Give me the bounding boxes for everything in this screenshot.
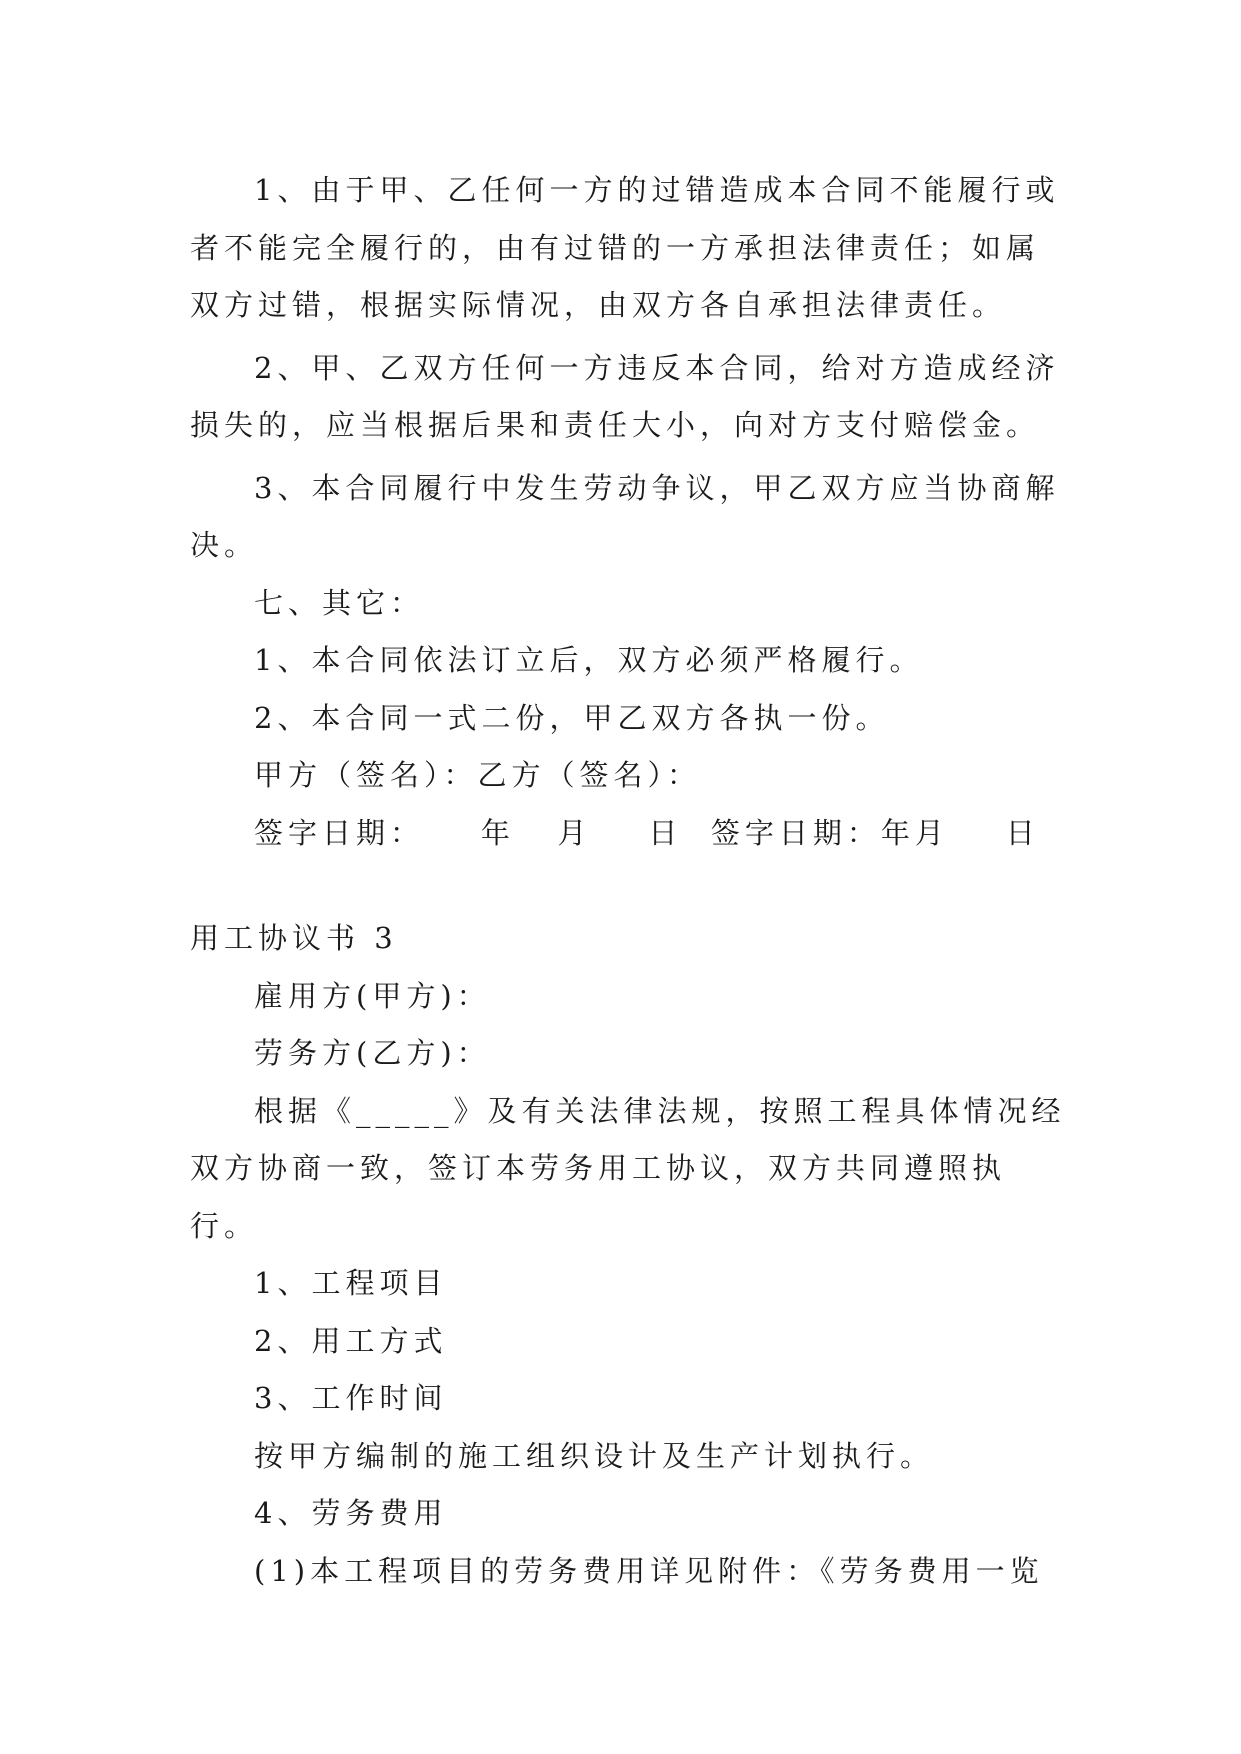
signature-line: 甲方（签名）：乙方（签名）： <box>254 758 702 792</box>
section-heading: 七、其它： <box>254 585 425 620</box>
preamble-paragraph: 根据《_____》及有关法律法规，按照工程具体情况经双方协商一致，签订本劳务用工协议，双方共同遵照执行。 <box>190 1093 1066 1243</box>
employer-line: 雇用方(甲方)： <box>254 978 491 1013</box>
list-item: 2、本合同一式二份，甲乙双方各执一份。 <box>254 700 890 735</box>
clause-paragraph: 1、由于甲、乙任何一方的过错造成本合同不能履行或者不能完全履行的，由有过错的一方承担法律责任；如属双方过错，根据实际情况，由双方各自承担法律责任。 <box>190 173 1060 322</box>
fee-heading: 4、劳务费用 <box>254 1496 448 1530</box>
list-item: 1、工程项目 <box>254 1266 448 1300</box>
clause-paragraph: 3、本合同履行中发生劳动争议，甲乙双方应当协商解决。 <box>190 470 1060 562</box>
list-item: 1、本合同依法订立后，双方必须严格履行。 <box>254 643 924 677</box>
document-body <box>190 162 1070 1600</box>
date-line-text: 签字日期： 年 月 日 签字日期：年月 日 <box>254 815 1040 850</box>
date-line <box>190 805 1070 863</box>
work-time-text: 按甲方编制的施工组织设计及生产计划执行。 <box>254 1438 935 1473</box>
clause-paragraph: 2、甲、乙双方任何一方违反本合同，给对方造成经济损失的，应当根据后果和责任大小，向对方支付赔偿金。 <box>190 350 1060 442</box>
list-item: 3、工作时间 <box>254 1381 448 1415</box>
worker-line: 劳务方(乙方)： <box>254 1036 491 1070</box>
list-item: 2、用工方式 <box>254 1323 448 1358</box>
agreement-title: 用工协议书 3 <box>190 921 398 955</box>
fee-item: (1)本工程项目的劳务费用详见附件：《劳务费用一览 <box>254 1553 1044 1588</box>
